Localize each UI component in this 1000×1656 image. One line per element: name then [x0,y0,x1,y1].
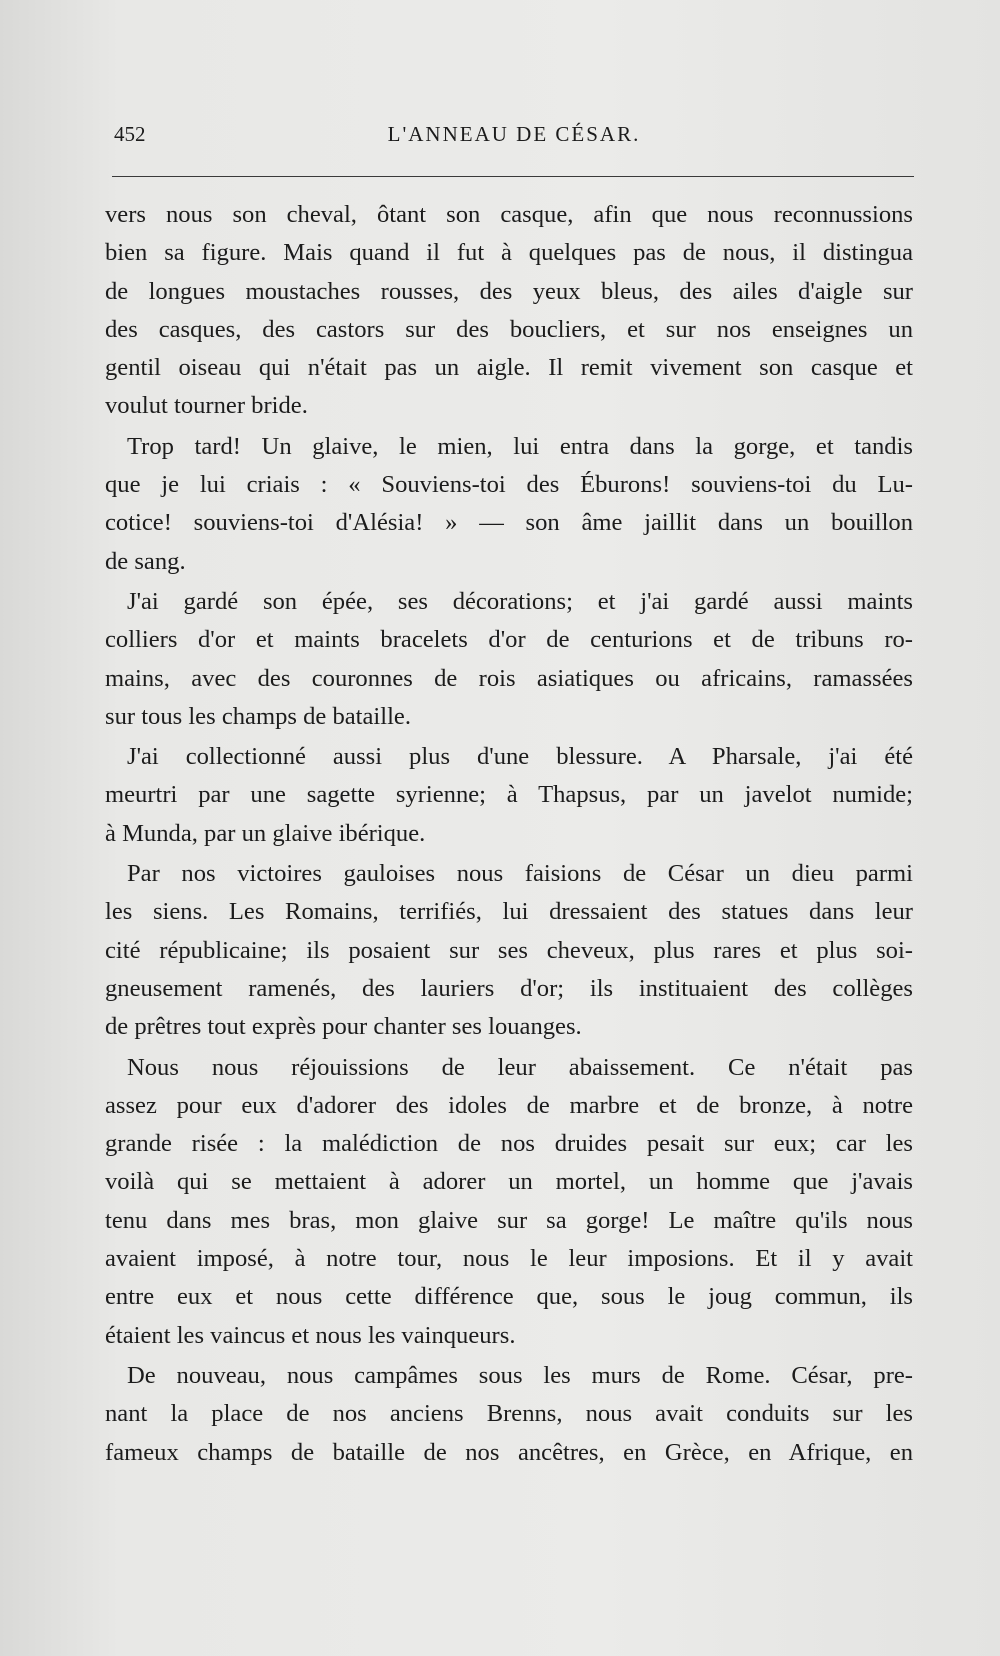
text-line: J'ai collectionné aussi plus d'une blessure. A Pharsale, j'ai été [127,743,913,771]
paragraph [105,428,913,581]
text-line: avaient imposé, à notre tour, nous le leur imposions. Et il y avait [105,1245,913,1273]
text-line: vers nous son cheval, ôtant son casque, afin que nous reconnussions [105,201,913,228]
paragraph [105,196,913,426]
text-line: Par nos victoires gauloises nous faisions de César un dieu parmi [127,860,913,888]
text-line: De nouveau, nous campâmes sous les murs de Rome. César, pre- [127,1361,913,1389]
text-line: les siens. Les Romains, terrifiés, lui dressaient des statues dans leur [105,898,913,926]
text-line: fameux champs de bataille de nos ancêtres, en Grèce, en Afrique, en [105,1438,913,1466]
text-line: J'ai gardé son épée, ses décorations; et j'ai gardé aussi maints [127,587,913,615]
running-title: L'ANNEAU DE CÉSAR. [387,122,641,146]
text-line: meurtri par une sagette syrienne; à Thapsus, par un javelot numide; [105,781,913,809]
text-line: tenu dans mes bras, mon glaive sur sa gorge! Le maître qu'ils nous [105,1206,913,1234]
text-line: bien sa figure. Mais quand il fut à quelques pas de nous, il distingua [105,239,913,267]
text-line: cotice! souviens-toi d'Alésia! » — son âme jaillit dans un bouillon [105,509,913,537]
paragraph [105,1049,913,1355]
text-line: Nous nous réjouissions de leur abaissement. Ce n'était pas [127,1053,913,1081]
page-header [114,122,914,152]
text-line: assez pour eux d'adorer des idoles de marbre et de bronze, à notre [105,1091,913,1119]
text-line: étaient les vaincus et nous les vainqueurs. [105,1321,516,1349]
text-line: grande risée : la malédiction de nos druides pesait sur eux; car les [105,1130,913,1158]
text-line: nant la place de nos anciens Brenns, nous avait conduits sur les [105,1400,913,1428]
text-line: que je lui criais : « Souviens-toi des Éburons! souviens-toi du Lu- [105,471,913,499]
text-line: à Munda, par un glaive ibérique. [105,819,426,847]
text-line: voilà qui se mettaient à adorer un mortel, un homme que j'avais [105,1168,913,1196]
paragraph [105,738,913,853]
text-line: des casques, des castors sur des boucliers, et sur nos enseignes un [105,315,913,343]
text-line: colliers d'or et maints bracelets d'or de centurions et de tribuns ro- [105,626,913,654]
text-line: sur tous les champs de bataille. [105,702,411,730]
body-text [105,196,913,1474]
text-line: Trop tard! Un glaive, le mien, lui entra dans la gorge, et tandis [127,432,913,460]
text-line: voulut tourner bride. [105,392,308,420]
page-number: 452 [114,122,146,146]
text-line: mains, avec des couronnes de rois asiatiques ou africains, ramassées [105,664,913,692]
paragraph [105,583,913,736]
header-rule [112,176,914,177]
text-line: de longues moustaches rousses, des yeux bleus, des ailes d'aigle sur [105,277,913,305]
paragraph [105,855,913,1046]
text-line: cité républicaine; ils posaient sur ses cheveux, plus rares et plus soi- [105,936,913,964]
text-line: gneusement ramenés, des lauriers d'or; ils instituaient des collèges [105,974,913,1002]
text-line: gentil oiseau qui n'était pas un aigle. Il remit vivement son casque et [105,354,913,382]
text-line: de prêtres tout exprès pour chanter ses louanges. [105,1013,582,1041]
paragraph [105,1357,913,1472]
text-line: entre eux et nous cette différence que, sous le joug commun, ils [105,1283,913,1311]
text-line: de sang. [105,547,186,575]
